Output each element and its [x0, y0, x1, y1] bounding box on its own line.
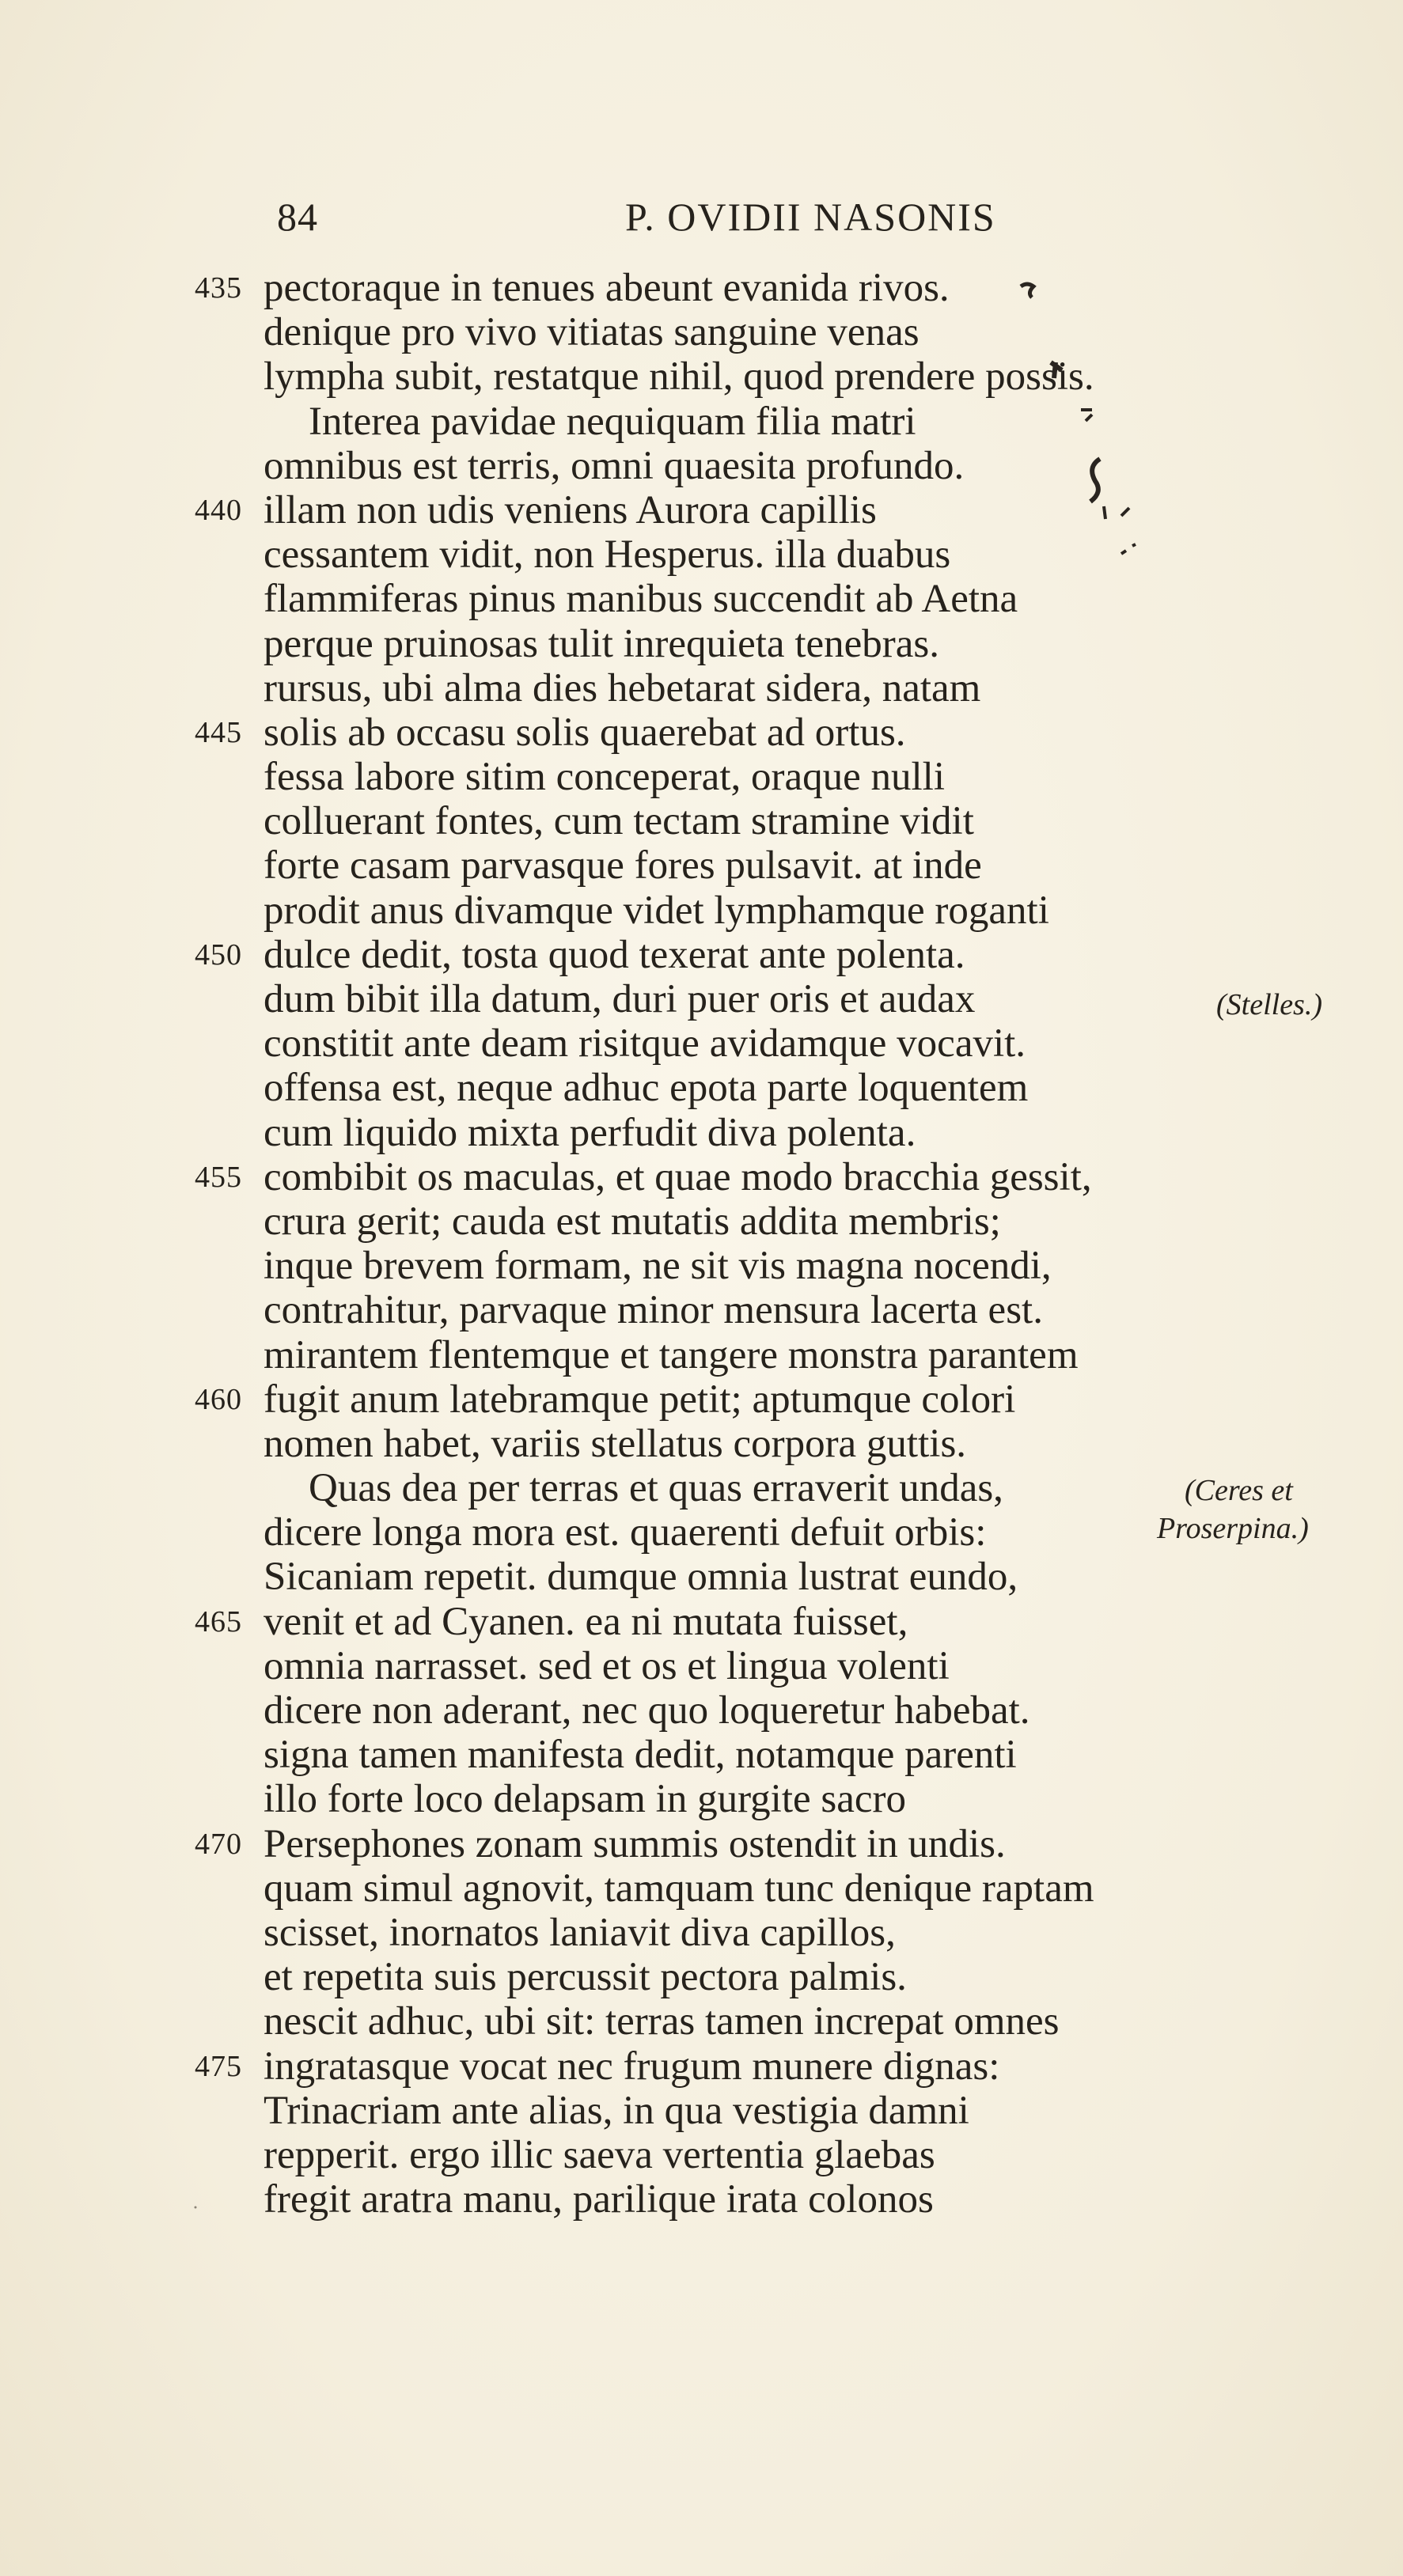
verse-line: [0, 488, 1403, 532]
verse-text: scisset, inornatos laniavit diva capillos,: [264, 1910, 896, 1955]
verse-line: [0, 666, 1403, 710]
verse-line: [0, 1999, 1403, 2044]
verse-line: [0, 2133, 1403, 2177]
verse-line: [0, 1822, 1403, 1866]
verse-text: illam non udis veniens Aurora capillis: [264, 487, 877, 532]
verse-line: [0, 1021, 1403, 1066]
margin-note-proserpina: Proserpina.): [1157, 1512, 1309, 1545]
margin-note-ceres: (Ceres et: [1185, 1474, 1293, 1507]
verse-text: offensa est, neque adhuc epota parte loquentem: [264, 1066, 1029, 1111]
verse-line: [0, 977, 1403, 1021]
verse-line: [0, 1422, 1403, 1466]
line-number: 470: [195, 1827, 242, 1861]
verse-line: [0, 1066, 1403, 1110]
verse-line: [0, 1955, 1403, 1999]
verse-text: fregit aratra manu, parilique irata colonos: [264, 2177, 934, 2222]
verse-line: [0, 1644, 1403, 1688]
verse-line: [0, 1866, 1403, 1911]
verse-text: mirantem flentemque et tangere monstra parantem: [264, 1332, 1079, 1377]
margin-note-stelles: (Stelles.): [1216, 988, 1323, 1021]
verse-text: Trinacriam ante alias, in qua vestigia damni: [264, 2088, 969, 2133]
page-title: P. OVIDII NASONIS: [625, 195, 996, 239]
verse-text: solis ab occasu solis quaerebat ad ortus.: [264, 710, 906, 755]
running-head: [277, 194, 1013, 249]
verse-text: cessantem vidit, non Hesperus. illa duabus: [264, 532, 951, 578]
verse-block: [0, 266, 1403, 2222]
verse-text: perque pruinosas tulit inrequieta tenebras.: [264, 621, 939, 666]
verse-line: [0, 444, 1403, 488]
verse-line: [0, 1244, 1403, 1288]
line-number: 440: [195, 493, 242, 527]
verse-line: [0, 2089, 1403, 2133]
verse-text: venit et ad Cyanen. ea ni mutata fuisset,: [264, 1599, 908, 1644]
verse-line: [0, 843, 1403, 888]
verse-text: Interea pavidae nequiquam filia matri: [309, 399, 916, 444]
line-number: 460: [195, 1382, 242, 1416]
verse-text: cum liquido mixta perfudit diva polenta.: [264, 1110, 916, 1155]
verse-line: [0, 354, 1403, 399]
verse-text: et repetita suis percussit pectora palmis.: [264, 1955, 907, 2000]
verse-text: Quas dea per terras et quas erraverit undas,: [309, 1466, 1003, 1511]
verse-line: [0, 1911, 1403, 1955]
verse-line: [0, 1688, 1403, 1733]
verse-text: signa tamen manifesta dedit, notamque parenti: [264, 1733, 1017, 1778]
verse-line: [0, 1199, 1403, 1244]
verse-text: denique pro vivo vitiatas sanguine venas: [264, 310, 920, 355]
verse-text: omnibus est terris, omni quaesita profundo.: [264, 443, 965, 488]
verse-text: Sicaniam repetit. dumque omnia lustrat eundo,: [264, 1555, 1018, 1600]
line-number: 435: [195, 271, 242, 305]
verse-line: [0, 1377, 1403, 1422]
verse-text: repperit. ergo illic saeva vertentia glaebas: [264, 2132, 935, 2177]
verse-text: pectoraque in tenues abeunt evanida rivos.: [264, 266, 950, 310]
verse-text: nomen habet, variis stellatus corpora guttis.: [264, 1421, 967, 1466]
verse-line: [0, 577, 1403, 621]
verse-text: fugit anum latebramque petit; aptumque colori: [264, 1377, 1016, 1422]
verse-line: [0, 1777, 1403, 1821]
verse-line: [0, 799, 1403, 843]
verse-text: contrahitur, parvaque minor mensura lacerta est.: [264, 1288, 1043, 1333]
verse-text: dicere non aderant, nec quo loqueretur habebat.: [264, 1688, 1030, 1733]
verse-line: [0, 1288, 1403, 1332]
verse-text: nescit adhuc, ubi sit: terras tamen increpat omnes: [264, 1999, 1060, 2044]
verse-text: colluerant fontes, cum tectam stramine vidit: [264, 799, 974, 844]
verse-text: forte casam parvasque fores pulsavit. at inde: [264, 843, 982, 888]
verse-text: dum bibit illa datum, duri puer oris et audax: [264, 977, 976, 1021]
verse-text: ingratasque vocat nec frugum munere dignas:: [264, 2044, 1000, 2089]
verse-line: [0, 266, 1403, 310]
verse-line: [0, 1733, 1403, 1777]
verse-text: omnia narrasset. sed et os et lingua volenti: [264, 1643, 950, 1688]
line-number: 465: [195, 1604, 242, 1638]
verse-text: combibit os maculas, et quae modo bracchia gessit,: [264, 1154, 1092, 1199]
line-number: 455: [195, 1160, 242, 1194]
verse-line: [0, 622, 1403, 666]
verse-text: rursus, ubi alma dies hebetarat sidera, natam: [264, 665, 981, 710]
verse-text: inque brevem formam, ne sit vis magna nocendi,: [264, 1244, 1052, 1289]
verse-text: quam simul agnovit, tamquam tunc denique raptam: [264, 1866, 1094, 1911]
verse-line: [0, 1600, 1403, 1644]
verse-text: constitit ante deam risitque avidamque vocavit.: [264, 1021, 1026, 1066]
verse-line: [0, 310, 1403, 354]
line-number: 475: [195, 2049, 242, 2083]
verse-text: crura gerit; cauda est mutatis addita membris;: [264, 1199, 1001, 1244]
verse-text: prodit anus divamque videt lymphamque roganti: [264, 888, 1049, 933]
verse-line: [0, 2177, 1403, 2222]
verse-line: [0, 532, 1403, 577]
verse-line: [0, 2044, 1403, 2089]
line-number: 450: [195, 938, 242, 972]
verse-text: Persephones zonam summis ostendit in undis.: [264, 1821, 1006, 1866]
verse-line: [0, 888, 1403, 933]
verse-line: [0, 400, 1403, 444]
verse-line: [0, 1555, 1403, 1599]
verse-line: [0, 710, 1403, 755]
verse-text: dicere longa mora est. quaerenti defuit orbis:: [264, 1510, 987, 1555]
verse-line: [0, 755, 1403, 799]
verse-line: [0, 933, 1403, 977]
verse-text: fessa labore sitim conceperat, oraque nulli: [264, 755, 945, 800]
verse-line: [0, 1333, 1403, 1377]
verse-text: flammiferas pinus manibus succendit ab Aetna: [264, 577, 1018, 622]
page-number: 84: [277, 195, 318, 239]
verse-text: lympha subit, restatque nihil, quod prendere possis.: [264, 354, 1094, 400]
verse-text: illo forte loco delapsam in gurgite sacro: [264, 1777, 906, 1822]
verse-line: [0, 1155, 1403, 1199]
line-number: 445: [195, 715, 242, 749]
verse-line: [0, 1111, 1403, 1155]
verse-text: dulce dedit, tosta quod texerat ante polenta.: [264, 932, 965, 977]
